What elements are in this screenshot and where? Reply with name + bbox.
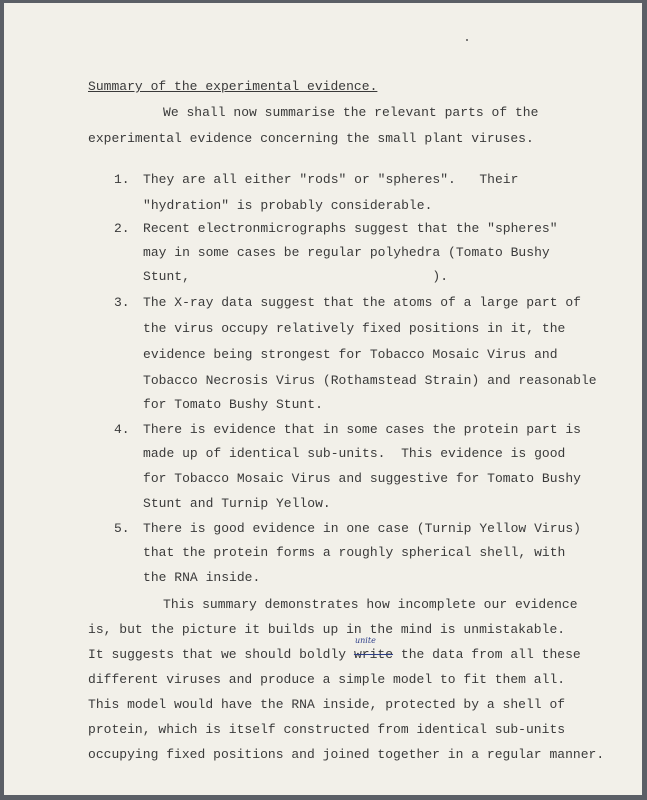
list-item-number: 3.	[114, 295, 130, 310]
conclusion-line: occupying fixed positions and joined together in a regular manner.	[88, 747, 605, 762]
list-item-line: Recent electronmicrographs suggest that the "spheres"	[143, 221, 558, 236]
list-item-line: They are all either "rods" or "spheres". Their	[143, 172, 519, 187]
text-segment: the data from all these	[393, 647, 581, 662]
intro-line: We shall now summarise the relevant parts of the	[163, 105, 539, 120]
conclusion-line: different viruses and produce a simple model to fit them all.	[88, 672, 566, 687]
text-segment: It suggests that we should boldly	[88, 647, 354, 662]
intro-line: experimental evidence concerning the small plant viruses.	[88, 131, 534, 146]
struck-word: write	[353, 647, 394, 662]
list-item-line: may in some cases be regular polyhedra (Tomato Bushy	[143, 245, 550, 260]
list-item-number: 5.	[114, 521, 130, 536]
section-title: Summary of the experimental evidence.	[88, 79, 378, 94]
conclusion-line: This model would have the RNA inside, protected by a shell of	[88, 697, 566, 712]
list-item-line: that the protein forms a roughly spherical shell, with	[143, 545, 566, 560]
list-item-line: made up of identical sub-units. This evidence is good	[143, 446, 566, 461]
list-item-line: Stunt and Turnip Yellow.	[143, 496, 331, 511]
list-item-line: Tobacco Necrosis Virus (Rothamstead Strain) and reasonable	[143, 373, 597, 388]
list-item-number: 4.	[114, 422, 130, 437]
conclusion-line: protein, which is itself constructed from identical sub-units	[88, 722, 566, 737]
conclusion-line-corrected	[88, 647, 581, 663]
list-item-line: evidence being strongest for Tobacco Mosaic Virus and	[143, 347, 558, 362]
list-item-number: 1.	[114, 172, 130, 187]
handwritten-correction: unite	[355, 636, 376, 645]
list-item-line: There is evidence that in some cases the protein part is	[143, 422, 581, 437]
list-item-line: the virus occupy relatively fixed positions in it, the	[143, 321, 566, 336]
list-item-line: There is good evidence in one case (Turnip Yellow Virus)	[143, 521, 581, 536]
conclusion-line: This summary demonstrates how incomplete our evidence	[163, 597, 578, 612]
list-item-number: 2.	[114, 221, 130, 236]
ink-speck	[466, 39, 468, 41]
list-item-line: Stunt, ).	[143, 269, 449, 284]
list-item-line: for Tobacco Mosaic Virus and suggestive for Tomato Bushy	[143, 471, 581, 486]
conclusion-line: is, but the picture it builds up in the mind is unmistakable.	[88, 622, 566, 637]
list-item-line: the RNA inside.	[143, 570, 261, 585]
list-item-line: for Tomato Bushy Stunt.	[143, 397, 323, 412]
list-item-line: "hydration" is probably considerable.	[143, 198, 433, 213]
list-item-line: The X-ray data suggest that the atoms of a large part of	[143, 295, 581, 310]
